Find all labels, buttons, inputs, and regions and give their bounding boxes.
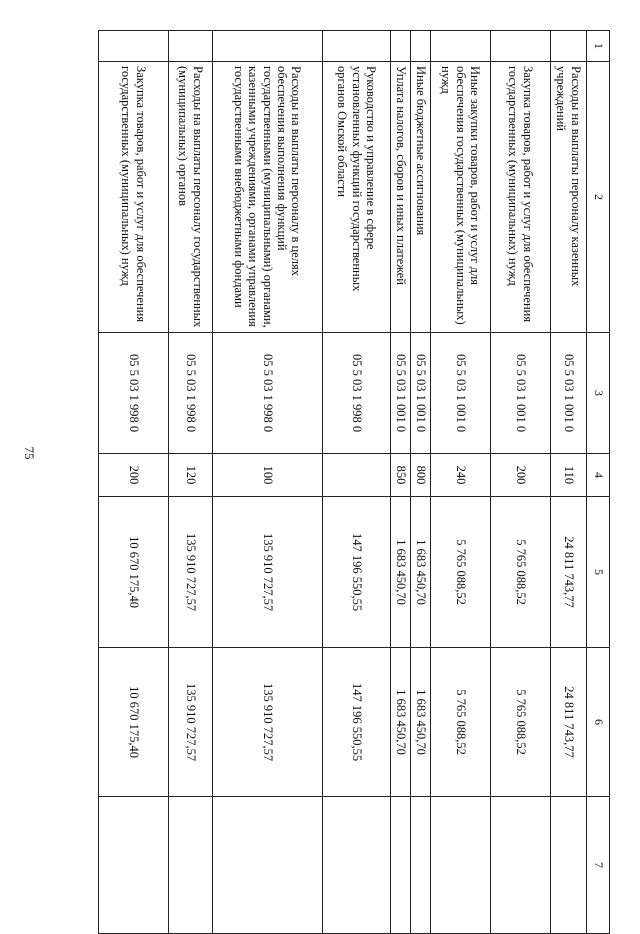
amount-col-5: 24 811 743,77: [551, 497, 587, 648]
table-row: [323, 31, 391, 934]
table-row: [99, 31, 169, 934]
amount-col-5: 135 910 727,57: [169, 497, 213, 648]
target-code: 05 5 03 1 998 0: [99, 333, 169, 454]
expense-name: Руководство и управление в сфере установленных функций государственных органов Омской области: [323, 62, 391, 333]
expense-name: Уплата налогов, сборов и иных платежей: [391, 62, 411, 333]
col-7-cell: [99, 797, 169, 934]
amount-col-6: 135 910 727,57: [213, 648, 323, 797]
expense-name: Иные закупки товаров, работ и услуг для обеспечения государственных (муниципальных) нужд: [431, 62, 491, 333]
expense-type-code: 800: [411, 454, 431, 497]
header-col-6: 6: [587, 648, 610, 797]
table-row: [551, 31, 587, 934]
expense-type-code: 200: [99, 454, 169, 497]
amount-col-5: 147 196 550,55: [323, 497, 391, 648]
col-7-cell: [169, 797, 213, 934]
row-index-cell: [411, 31, 431, 62]
expense-type-code: 120: [169, 454, 213, 497]
amount-col-6: 10 670 175,40: [99, 648, 169, 797]
expense-name: Иные бюджетные ассигнования: [411, 62, 431, 333]
table-row: [213, 31, 323, 934]
expense-type-code: 200: [491, 454, 551, 497]
row-index-cell: [551, 31, 587, 62]
col-7-cell: [431, 797, 491, 934]
amount-col-5: 5 765 088,52: [431, 497, 491, 648]
table-row: [411, 31, 431, 934]
row-index-cell: [491, 31, 551, 62]
header-col-4: 4: [587, 454, 610, 497]
header-col-3: 3: [587, 333, 610, 454]
col-7-cell: [323, 797, 391, 934]
row-index-cell: [169, 31, 213, 62]
table-row: [391, 31, 411, 934]
expense-name: Расходы на выплаты персоналу в целях обеспечения выполнения функций государственными (муниципальными) органами, казенными учреждениями, органами управления государственными внебюджетными фондами: [213, 62, 323, 333]
header-col-1: 1: [587, 31, 610, 62]
amount-col-5: 1 683 450,70: [391, 497, 411, 648]
col-7-cell: [391, 797, 411, 934]
header-col-2: 2: [587, 62, 610, 333]
amount-col-5: 1 683 450,70: [411, 497, 431, 648]
expense-type-code: 110: [551, 454, 587, 497]
target-code: 05 5 03 1 001 0: [491, 333, 551, 454]
amount-col-6: 5 765 088,52: [491, 648, 551, 797]
amount-col-6: 24 811 743,77: [551, 648, 587, 797]
amount-col-6: 1 683 450,70: [411, 648, 431, 797]
expense-type-code: 850: [391, 454, 411, 497]
row-index-cell: [391, 31, 411, 62]
amount-col-6: 147 196 550,55: [323, 648, 391, 797]
row-index-cell: [431, 31, 491, 62]
header-col-7: 7: [587, 797, 610, 934]
budget-table: [98, 30, 610, 934]
row-index-cell: [323, 31, 391, 62]
target-code: 05 5 03 1 998 0: [169, 333, 213, 454]
col-7-cell: [411, 797, 431, 934]
table-row: [169, 31, 213, 934]
amount-col-6: 135 910 727,57: [169, 648, 213, 797]
target-code: 05 5 03 1 001 0: [431, 333, 491, 454]
col-7-cell: [491, 797, 551, 934]
table-row: [491, 31, 551, 934]
col-7-cell: [213, 797, 323, 934]
row-index-cell: [213, 31, 323, 62]
target-code: 05 5 03 1 998 0: [213, 333, 323, 454]
expense-name: Закупка товаров, работ и услуг для обеспечения государственных (муниципальных) нужд: [99, 62, 169, 333]
page-number: 75: [22, 446, 37, 460]
amount-col-5: 10 670 175,40: [99, 497, 169, 648]
expense-name: Расходы на выплаты персоналу государственных (муниципальных) органов: [169, 62, 213, 333]
row-index-cell: [99, 31, 169, 62]
table-row: [431, 31, 491, 934]
target-code: 05 5 03 1 001 0: [551, 333, 587, 454]
target-code: 05 5 03 1 998 0: [323, 333, 391, 454]
expense-type-code: 100: [213, 454, 323, 497]
expense-type-code: 240: [431, 454, 491, 497]
expense-type-code: [323, 454, 391, 497]
rotated-page: [40, 30, 610, 870]
amount-col-5: 135 910 727,57: [213, 497, 323, 648]
amount-col-5: 5 765 088,52: [491, 497, 551, 648]
table-header-row: [587, 31, 610, 934]
expense-name: Закупка товаров, работ и услуг для обеспечения государственных (муниципальных) нужд: [491, 62, 551, 333]
target-code: 05 5 03 1 001 0: [411, 333, 431, 454]
expense-name: Расходы на выплаты персоналу казенных учреждений: [551, 62, 587, 333]
col-7-cell: [551, 797, 587, 934]
amount-col-6: 1 683 450,70: [391, 648, 411, 797]
target-code: 05 5 03 1 001 0: [391, 333, 411, 454]
header-col-5: 5: [587, 497, 610, 648]
amount-col-6: 5 765 088,52: [431, 648, 491, 797]
